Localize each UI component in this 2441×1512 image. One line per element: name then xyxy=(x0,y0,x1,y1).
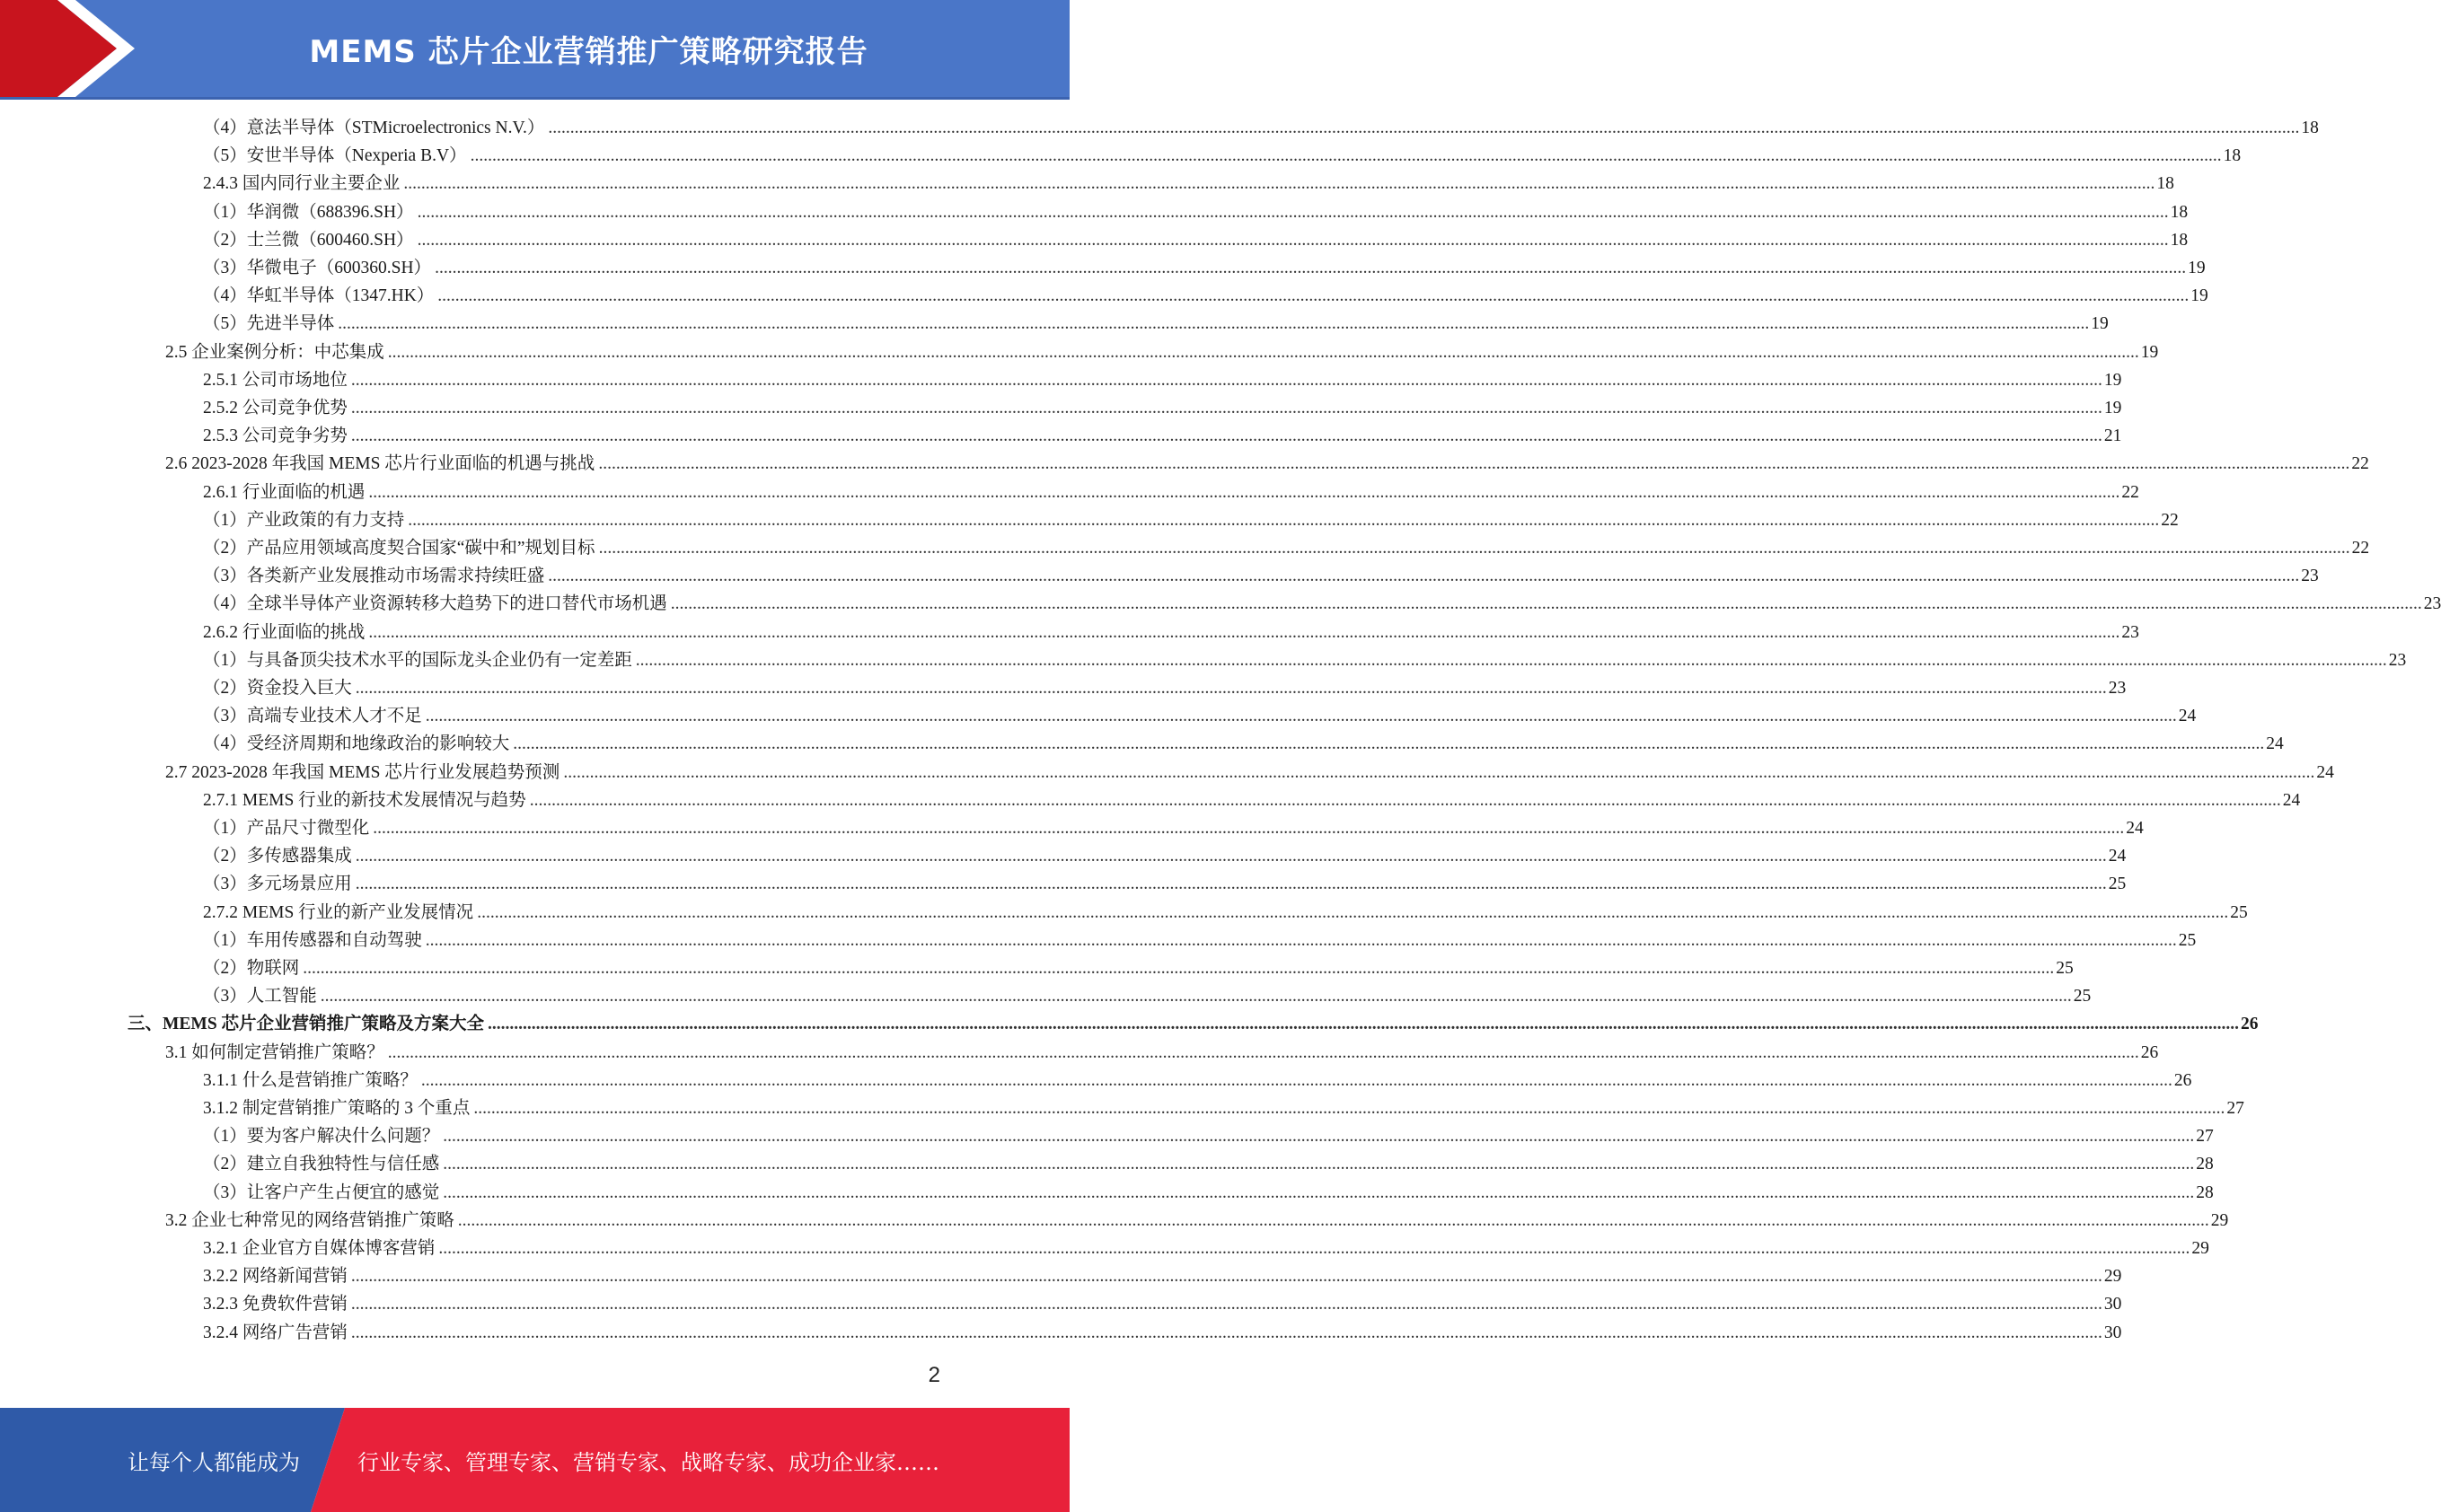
toc-entry-page: 19 xyxy=(2140,342,2159,362)
toc-entry-title: （2）士兰微（600460.SH） xyxy=(203,230,414,250)
toc-entry[interactable] xyxy=(203,1094,2244,1122)
toc-entry-title: 3.2 企业七种常见的网络营销推广策略 xyxy=(165,1210,454,1230)
toc-entry-title: （1）产品尺寸微型化 xyxy=(203,819,370,838)
toc-entry-title: （5）先进半导体 xyxy=(203,314,335,334)
toc-entry-title: 3.2.4 网络广告营销 xyxy=(203,1323,348,1342)
toc-leader-dots: ................................................................................................................................................................................................................................................................................................................................................................................................................ xyxy=(387,342,2139,362)
toc-entry-title: （4）受经济周期和地缘政治的影响较大 xyxy=(203,734,510,754)
toc-entry[interactable] xyxy=(203,842,2127,870)
toc-leader-dots: ................................................................................................................................................................................................................................................................................................................................................................................................................ xyxy=(513,734,2265,754)
toc-entry[interactable] xyxy=(203,927,2197,954)
toc-entry-page: 24 xyxy=(2316,762,2334,782)
toc-entry-page: 18 xyxy=(2156,174,2174,194)
toc-leader-dots: ................................................................................................................................................................................................................................................................................................................................................................................................................ xyxy=(437,286,2190,306)
toc-entry[interactable] xyxy=(165,338,2159,366)
toc-entry-title: （1）要为客户解决什么问题？ xyxy=(203,1127,440,1147)
toc-entry[interactable] xyxy=(203,310,2109,338)
toc-leader-dots: ................................................................................................................................................................................................................................................................................................................................................................................................................ xyxy=(368,482,2120,502)
toc-entry[interactable] xyxy=(203,506,2179,534)
toc-entry[interactable] xyxy=(203,814,2144,842)
toc-leader-dots: ................................................................................................................................................................................................................................................................................................................................................................................................................ xyxy=(420,1070,2172,1090)
toc-entry[interactable] xyxy=(203,170,2174,198)
toc-leader-dots: ................................................................................................................................................................................................................................................................................................................................................................................................................ xyxy=(387,1042,2139,1062)
toc-entry-title: （3）高端专业技术人才不足 xyxy=(203,707,422,726)
toc-leader-dots: ................................................................................................................................................................................................................................................................................................................................................................................................................ xyxy=(488,1015,2240,1034)
toc-entry-page: 23 xyxy=(2108,679,2127,698)
toc-entry[interactable] xyxy=(203,1067,2192,1094)
toc-entry-page: 18 xyxy=(2170,230,2189,250)
toc-entry-page: 24 xyxy=(2108,847,2127,866)
toc-entry-title: 2.6.2 行业面临的挑战 xyxy=(203,622,366,642)
toc-entry-page: 24 xyxy=(2178,707,2197,726)
toc-entry[interactable] xyxy=(203,1122,2214,1150)
toc-entry-page: 28 xyxy=(2196,1155,2214,1174)
toc-leader-dots: ................................................................................................................................................................................................................................................................................................................................................................................................................ xyxy=(303,959,2055,978)
toc-entry[interactable] xyxy=(203,282,2208,310)
toc-leader-dots: ................................................................................................................................................................................................................................................................................................................................................................................................................ xyxy=(350,1295,2102,1314)
header-divider xyxy=(0,97,1070,100)
toc-entry-title: （1）华润微（688396.SH） xyxy=(203,202,414,222)
toc-entry-title: 3.1 如何制定营销推广策略？ xyxy=(165,1042,384,1062)
toc-entry[interactable] xyxy=(203,899,2248,927)
toc-entry-page: 22 xyxy=(2161,510,2179,530)
toc-entry-title: （1）车用传感器和自动驾驶 xyxy=(203,930,422,950)
toc-leader-dots: ................................................................................................................................................................................................................................................................................................................................................................................................................ xyxy=(470,146,2222,166)
toc-entry-page: 25 xyxy=(2108,875,2127,894)
toc-leader-dots: ................................................................................................................................................................................................................................................................................................................................................................................................................ xyxy=(435,259,2187,277)
toc-entry[interactable] xyxy=(203,702,2197,730)
toc-entry[interactable] xyxy=(165,759,2334,787)
toc-entry[interactable] xyxy=(203,619,2139,646)
toc-entry[interactable] xyxy=(203,646,2407,674)
toc-entry[interactable] xyxy=(203,1179,2214,1207)
toc-entry-page: 19 xyxy=(2103,399,2122,418)
toc-entry-page: 26 xyxy=(2140,1042,2159,1062)
toc-entry[interactable] xyxy=(203,1150,2214,1178)
toc-leader-dots: ................................................................................................................................................................................................................................................................................................................................................................................................................ xyxy=(548,119,2300,137)
page-number: 2 xyxy=(928,1363,940,1387)
toc-entry[interactable] xyxy=(203,954,2074,982)
toc-entry-page: 23 xyxy=(2388,650,2407,670)
toc-entry-title: （3）人工智能 xyxy=(203,987,317,1007)
toc-leader-dots: ................................................................................................................................................................................................................................................................................................................................................................................................................ xyxy=(417,230,2169,250)
toc-entry-title: （1）产业政策的有力支持 xyxy=(203,510,405,530)
toc-leader-dots: ................................................................................................................................................................................................................................................................................................................................................................................................................ xyxy=(403,174,2155,194)
toc-entry[interactable] xyxy=(203,114,2319,142)
toc-entry-title: （2）资金投入巨大 xyxy=(203,679,352,698)
toc-entry[interactable] xyxy=(203,1262,2122,1290)
toc-leader-dots: ................................................................................................................................................................................................................................................................................................................................................................................................................ xyxy=(443,1182,2195,1202)
toc-entry[interactable] xyxy=(203,254,2206,282)
toc-entry-page: 23 xyxy=(2423,594,2441,614)
toc-entry-page: 25 xyxy=(2056,959,2074,978)
toc-entry[interactable] xyxy=(203,870,2127,898)
toc-entry-page: 18 xyxy=(2170,202,2189,222)
toc-entry-title: 2.5 企业案例分析：中芯集成 xyxy=(165,342,384,362)
footer-slogan-right: 行业专家、管理专家、营销专家、战略专家、成功企业家…… xyxy=(357,1449,939,1475)
toc-entry-page: 29 xyxy=(2210,1210,2229,1230)
toc-entry-title: 2.5.2 公司竞争优势 xyxy=(203,399,348,418)
toc-entry-title: （2）建立自我独特性与信任感 xyxy=(203,1155,440,1174)
toc-entry-title: 2.6 2023-2028 年我国 MEMS 芯片行业面临的机遇与挑战 xyxy=(165,454,595,474)
toc-leader-dots: ................................................................................................................................................................................................................................................................................................................................................................................................................ xyxy=(355,875,2107,894)
toc-entry-page: 26 xyxy=(2241,1015,2259,1034)
toc-leader-dots: ................................................................................................................................................................................................................................................................................................................................................................................................................ xyxy=(457,1210,2209,1230)
toc-leader-dots: ................................................................................................................................................................................................................................................................................................................................................................................................................ xyxy=(355,679,2107,698)
toc-leader-dots: ................................................................................................................................................................................................................................................................................................................................................................................................................ xyxy=(408,510,2160,530)
toc-entry-page: 25 xyxy=(2230,902,2248,922)
toc-entry-title: 2.5.1 公司市场地位 xyxy=(203,370,348,390)
toc-entry-title: 3.1.1 什么是营销推广策略？ xyxy=(203,1070,418,1090)
toc-entry-page: 22 xyxy=(2121,482,2139,502)
toc-entry-page: 22 xyxy=(2351,454,2369,474)
toc-entry[interactable] xyxy=(203,674,2127,702)
toc-leader-dots: ................................................................................................................................................................................................................................................................................................................................................................................................................ xyxy=(548,567,2300,586)
toc-entry-page: 22 xyxy=(2351,539,2370,558)
toc-entry[interactable] xyxy=(203,422,2122,450)
toc-entry-title: （2）产品应用领域高度契合国家“碳中和”规划目标 xyxy=(203,539,595,558)
toc-entry-page: 21 xyxy=(2103,426,2122,446)
toc-leader-dots: ................................................................................................................................................................................................................................................................................................................................................................................................................ xyxy=(320,987,2072,1007)
toc-entry-page: 24 xyxy=(2126,819,2144,838)
toc-entry[interactable] xyxy=(203,787,2301,814)
toc-leader-dots: ................................................................................................................................................................................................................................................................................................................................................................................................................ xyxy=(425,930,2177,950)
toc-entry-title: 2.6.1 行业面临的机遇 xyxy=(203,482,366,502)
toc-entry[interactable] xyxy=(165,1039,2159,1067)
toc-entry[interactable] xyxy=(203,534,2370,562)
toc-entry-title: （4）华虹半导体（1347.HK） xyxy=(203,286,435,306)
toc-leader-dots: ................................................................................................................................................................................................................................................................................................................................................................................................................ xyxy=(350,1267,2102,1287)
toc-entry-title: （2）物联网 xyxy=(203,959,300,978)
toc-leader-dots: ................................................................................................................................................................................................................................................................................................................................................................................................................ xyxy=(350,426,2102,446)
toc-entry[interactable] xyxy=(203,562,2319,590)
toc-entry-page: 27 xyxy=(2226,1099,2244,1118)
toc-entry-page: 18 xyxy=(2223,146,2242,166)
toc-entry-page: 29 xyxy=(2103,1267,2122,1287)
report-title: MEMS 芯片企业营销推广策略研究报告 xyxy=(309,33,868,70)
toc-entry-page: 24 xyxy=(2282,790,2301,810)
toc-entry-title: （1）与具备顶尖技术水平的国际龙头企业仍有一定差距 xyxy=(203,650,632,670)
toc-entry-title: （4）全球半导体产业资源转移大趋势下的进口替代市场机遇 xyxy=(203,594,667,614)
toc-entry-page: 25 xyxy=(2178,930,2197,950)
page-footer xyxy=(0,1408,1070,1512)
toc-leader-dots: ................................................................................................................................................................................................................................................................................................................................................................................................................ xyxy=(443,1155,2195,1174)
toc-entry-page: 27 xyxy=(2196,1127,2214,1147)
toc-entry[interactable] xyxy=(203,366,2122,394)
toc-entry[interactable] xyxy=(165,450,2369,478)
toc-leader-dots: ................................................................................................................................................................................................................................................................................................................................................................................................................ xyxy=(338,314,2090,334)
toc-leader-dots: ................................................................................................................................................................................................................................................................................................................................................................................................................ xyxy=(350,399,2102,418)
toc-leader-dots: ................................................................................................................................................................................................................................................................................................................................................................................................................ xyxy=(635,650,2387,670)
toc-leader-dots: ................................................................................................................................................................................................................................................................................................................................................................................................................ xyxy=(355,847,2107,866)
toc-entry-title: （4）意法半导体（STMicroelectronics N.V.） xyxy=(203,119,545,137)
toc-entry-title: （3）多元场景应用 xyxy=(203,875,352,894)
toc-entry-title: （5）安世半导体（Nexperia B.V） xyxy=(203,146,467,166)
toc-entry-title: 三、MEMS 芯片企业营销推广策略及方案大全 xyxy=(128,1015,485,1034)
toc-entry-page: 30 xyxy=(2103,1323,2122,1342)
toc-leader-dots: ................................................................................................................................................................................................................................................................................................................................................................................................................ xyxy=(598,454,2350,474)
toc-entry-title: 2.5.3 公司竞争劣势 xyxy=(203,426,348,446)
toc-entry[interactable] xyxy=(203,394,2122,422)
toc-entry[interactable] xyxy=(128,1010,2259,1038)
toc-entry[interactable] xyxy=(165,1207,2229,1235)
toc-entry[interactable] xyxy=(203,142,2242,170)
toc-leader-dots: ................................................................................................................................................................................................................................................................................................................................................................................................................ xyxy=(670,594,2422,614)
toc-leader-dots: ................................................................................................................................................................................................................................................................................................................................................................................................................ xyxy=(373,819,2125,838)
toc-entry-page: 25 xyxy=(2073,987,2092,1007)
toc-entry-title: （3）各类新产业发展推动市场需求持续旺盛 xyxy=(203,567,545,586)
toc-entry-title: 2.7 2023-2028 年我国 MEMS 芯片行业发展趋势预测 xyxy=(165,762,560,782)
toc-entry[interactable] xyxy=(203,590,2441,618)
toc-entry-page: 24 xyxy=(2266,734,2284,754)
toc-entry-title: 3.2.3 免费软件营销 xyxy=(203,1295,348,1314)
toc-entry-title: 3.2.2 网络新闻营销 xyxy=(203,1267,348,1287)
toc-entry-page: 19 xyxy=(2188,259,2206,277)
toc-leader-dots: ................................................................................................................................................................................................................................................................................................................................................................................................................ xyxy=(438,1239,2190,1258)
toc-leader-dots: ................................................................................................................................................................................................................................................................................................................................................................................................................ xyxy=(368,622,2120,642)
toc-entry-page: 26 xyxy=(2173,1070,2192,1090)
toc-entry[interactable] xyxy=(203,730,2284,758)
toc-entry[interactable] xyxy=(203,1319,2122,1347)
toc-leader-dots: ................................................................................................................................................................................................................................................................................................................................................................................................................ xyxy=(417,202,2169,222)
toc-entry-title: （3）华微电子（600360.SH） xyxy=(203,259,432,277)
toc-entry-page: 29 xyxy=(2191,1239,2209,1258)
toc-entry-title: （2）多传感器集成 xyxy=(203,847,352,866)
toc-leader-dots: ................................................................................................................................................................................................................................................................................................................................................................................................................ xyxy=(350,1323,2102,1342)
toc-entry[interactable] xyxy=(203,1235,2209,1262)
toc-leader-dots: ................................................................................................................................................................................................................................................................................................................................................................................................................ xyxy=(350,370,2102,390)
toc-entry[interactable] xyxy=(203,982,2092,1010)
toc-leader-dots: ................................................................................................................................................................................................................................................................................................................................................................................................................ xyxy=(477,902,2229,922)
toc-leader-dots: ................................................................................................................................................................................................................................................................................................................................................................................................................ xyxy=(598,539,2350,558)
toc-entry-title: 2.4.3 国内同行业主要企业 xyxy=(203,174,401,194)
toc-entry[interactable] xyxy=(203,1290,2122,1318)
footer-slogan-left: 让每个人都能成为 xyxy=(128,1449,300,1475)
toc-entry[interactable] xyxy=(203,226,2189,254)
toc-entry-title: 3.1.2 制定营销推广策略的 3 个重点 xyxy=(203,1099,471,1118)
page-header xyxy=(0,0,1070,100)
toc-entry-title: 2.7.2 MEMS 行业的新产业发展情况 xyxy=(203,902,474,922)
toc-leader-dots: ................................................................................................................................................................................................................................................................................................................................................................................................................ xyxy=(473,1099,2225,1118)
toc-entry-page: 28 xyxy=(2196,1182,2214,1202)
toc-leader-dots: ................................................................................................................................................................................................................................................................................................................................................................................................................ xyxy=(529,790,2281,810)
toc-entry-page: 19 xyxy=(2091,314,2109,334)
toc-entry-title: 2.7.1 MEMS 行业的新技术发展情况与趋势 xyxy=(203,790,526,810)
toc-entry-page: 18 xyxy=(2301,119,2319,137)
toc-entry-title: 3.2.1 企业官方自媒体博客营销 xyxy=(203,1239,436,1258)
toc-entry-page: 23 xyxy=(2301,567,2319,586)
toc-leader-dots: ................................................................................................................................................................................................................................................................................................................................................................................................................ xyxy=(443,1127,2195,1147)
toc-entry-page: 19 xyxy=(2190,286,2208,306)
toc-entry-page: 30 xyxy=(2103,1295,2122,1314)
toc-entry-page: 23 xyxy=(2121,622,2139,642)
toc-entry-page: 19 xyxy=(2103,370,2122,390)
toc-leader-dots: ................................................................................................................................................................................................................................................................................................................................................................................................................ xyxy=(563,762,2315,782)
toc-entry[interactable] xyxy=(203,479,2139,506)
toc-entry-title: （3）让客户产生占便宜的感觉 xyxy=(203,1182,440,1202)
toc-entry[interactable] xyxy=(203,198,2189,226)
toc-leader-dots: ................................................................................................................................................................................................................................................................................................................................................................................................................ xyxy=(425,707,2177,726)
